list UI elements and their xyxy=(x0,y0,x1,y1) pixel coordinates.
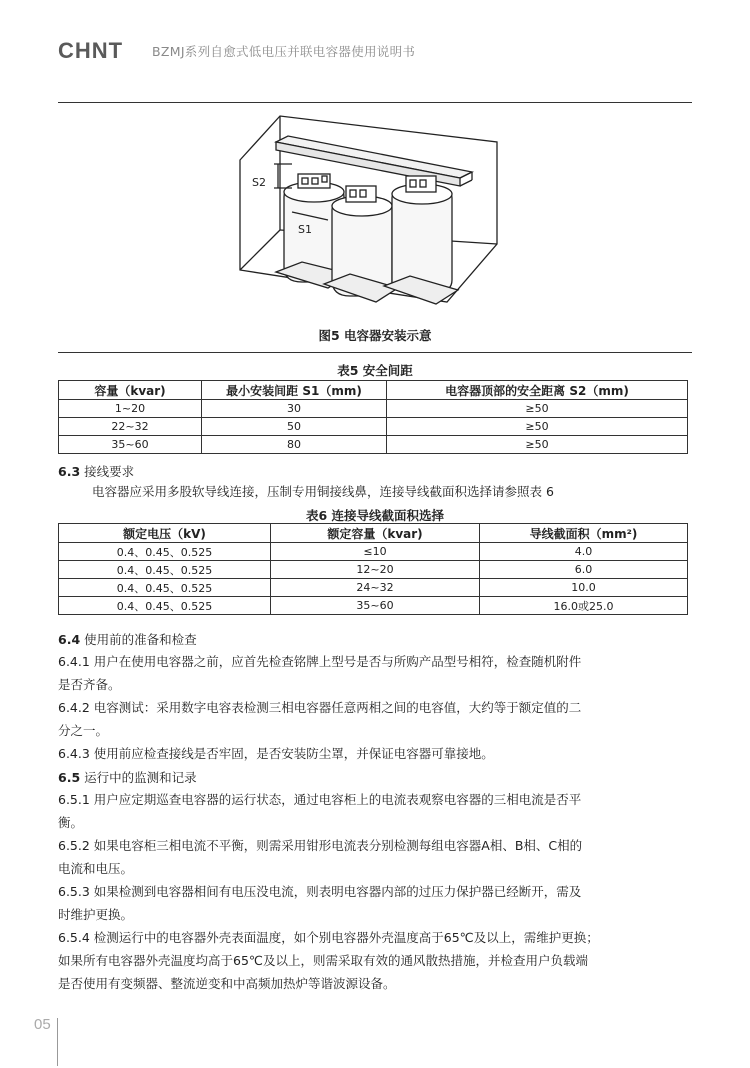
page-number-bar xyxy=(57,1018,58,1066)
table-cell: 35~60 xyxy=(271,597,480,615)
table-cell: ≥50 xyxy=(387,418,688,436)
paragraph-6-4-2 xyxy=(58,696,698,742)
text-line: 电流和电压。 xyxy=(58,861,134,876)
section-title: 使用前的准备和检查 xyxy=(84,632,197,647)
text-line: 6.4.1 用户在使用电容器之前，应首先检查铭牌上型号是否与所购产品型号相符，检查随机附件 xyxy=(58,654,582,669)
table-row xyxy=(59,400,688,418)
table-cell: 0.4、0.45、0.525 xyxy=(59,543,271,561)
table5 xyxy=(58,380,688,454)
table-cell: 10.0 xyxy=(480,579,688,597)
header-divider xyxy=(58,102,692,103)
page-number: 05 xyxy=(34,1016,51,1033)
section-title: 接线要求 xyxy=(84,464,135,479)
text-line: 6.5.1 用户应定期巡查电容器的运行状态，通过电容柜上的电流表观察电容器的三相电流是否平 xyxy=(58,792,582,807)
paragraph-6-4-3 xyxy=(58,742,698,765)
section-6-3-text: 电容器应采用多股软导线连接，压制专用铜接线鼻，连接导线截面积选择请参照表 6 xyxy=(92,484,554,499)
text-line: 6.5.4 检测运行中的电容器外壳表面温度，如个别电容器外壳温度高于65℃及以上，需维护更换； xyxy=(58,930,599,945)
table-row xyxy=(59,418,688,436)
text-line: 分之一。 xyxy=(58,723,109,738)
section-6-5-heading xyxy=(58,768,197,786)
text-line: 时维护更换。 xyxy=(58,907,134,922)
table-cell: 0.4、0.45、0.525 xyxy=(59,597,271,615)
paragraph-6-5-4 xyxy=(58,926,708,995)
table-cell: 80 xyxy=(202,436,387,454)
paragraph-6-4-1 xyxy=(58,650,698,696)
column-header: 容量（kvar) xyxy=(59,381,202,400)
paragraph-6-5-1 xyxy=(58,788,698,834)
document-title: BZMJ系列自愈式低电压并联电容器使用说明书 xyxy=(152,44,416,59)
text-line: 6.4.3 使用前应检查接线是否牢固，是否安装防尘罩，并保证电容器可靠接地。 xyxy=(58,746,494,761)
column-header: 电容器顶部的安全距离 S2（mm) xyxy=(387,381,688,400)
table-cell: 6.0 xyxy=(480,561,688,579)
table6 xyxy=(58,523,688,615)
table-cell: 12~20 xyxy=(271,561,480,579)
section-number: 6.5 xyxy=(58,770,81,785)
table-row xyxy=(59,561,688,579)
table-cell: 30 xyxy=(202,400,387,418)
text-line: 如果所有电容器外壳温度均高于65℃及以上，则需采取有效的通风散热措施，并检查用户负载端 xyxy=(58,953,588,968)
text-line: 是否齐备。 xyxy=(58,677,121,692)
section-title: 运行中的监测和记录 xyxy=(84,770,197,785)
section-number: 6.3 xyxy=(58,464,81,479)
capacitor-installation-diagram xyxy=(232,112,522,312)
section-6-4-heading xyxy=(58,630,197,648)
brand-logo: CHNT xyxy=(58,38,124,63)
section-number: 6.4 xyxy=(58,632,81,647)
text-line: 6.5.3 如果检测到电容器相间有电压没电流，则表明电容器内部的过压力保护器已经断开，需及 xyxy=(58,884,582,899)
table-cell: 35~60 xyxy=(59,436,202,454)
table-cell: 0.4、0.45、0.525 xyxy=(59,561,271,579)
column-header: 最小安装间距 S1（mm) xyxy=(202,381,387,400)
table-row xyxy=(59,436,688,454)
s1-dimension-label: S1 xyxy=(298,223,312,236)
column-header: 额定电压（kV) xyxy=(59,524,271,543)
table-cell: ≥50 xyxy=(387,436,688,454)
table5-caption: 表5 安全间距 xyxy=(337,363,413,378)
table-header-row xyxy=(59,524,688,543)
table-cell: 0.4、0.45、0.525 xyxy=(59,579,271,597)
table-cell: 50 xyxy=(202,418,387,436)
table-cell: 1~20 xyxy=(59,400,202,418)
figure-caption: 图5 电容器安装示意 xyxy=(318,328,432,343)
table-cell: 24~32 xyxy=(271,579,480,597)
table-row xyxy=(59,579,688,597)
table-row xyxy=(59,597,688,615)
table-row xyxy=(59,543,688,561)
paragraph-6-5-2 xyxy=(58,834,698,880)
table-cell: 22~32 xyxy=(59,418,202,436)
section-6-3-heading xyxy=(58,462,134,480)
column-header: 导线截面积（mm²) xyxy=(480,524,688,543)
figure-divider xyxy=(58,352,692,353)
s2-dimension-label: S2 xyxy=(252,176,266,189)
table-cell: ≥50 xyxy=(387,400,688,418)
table6-caption: 表6 连接导线截面积选择 xyxy=(305,508,445,523)
text-line: 是否使用有变频器、整流逆变和中高频加热炉等谐波源设备。 xyxy=(58,976,396,991)
table-header-row xyxy=(59,381,688,400)
text-line: 衡。 xyxy=(58,815,84,830)
table-cell: ≤10 xyxy=(271,543,480,561)
paragraph-6-5-3 xyxy=(58,880,698,926)
table-cell: 4.0 xyxy=(480,543,688,561)
table-cell: 16.0或25.0 xyxy=(480,597,688,615)
column-header: 额定容量（kvar) xyxy=(271,524,480,543)
text-line: 6.4.2 电容测试：采用数字电容表检测三相电容器任意两相之间的电容值，大约等于额定值的二 xyxy=(58,700,582,715)
text-line: 6.5.2 如果电容柜三相电流不平衡，则需采用钳形电流表分别检测每组电容器A相、B相、C相的 xyxy=(58,838,583,853)
